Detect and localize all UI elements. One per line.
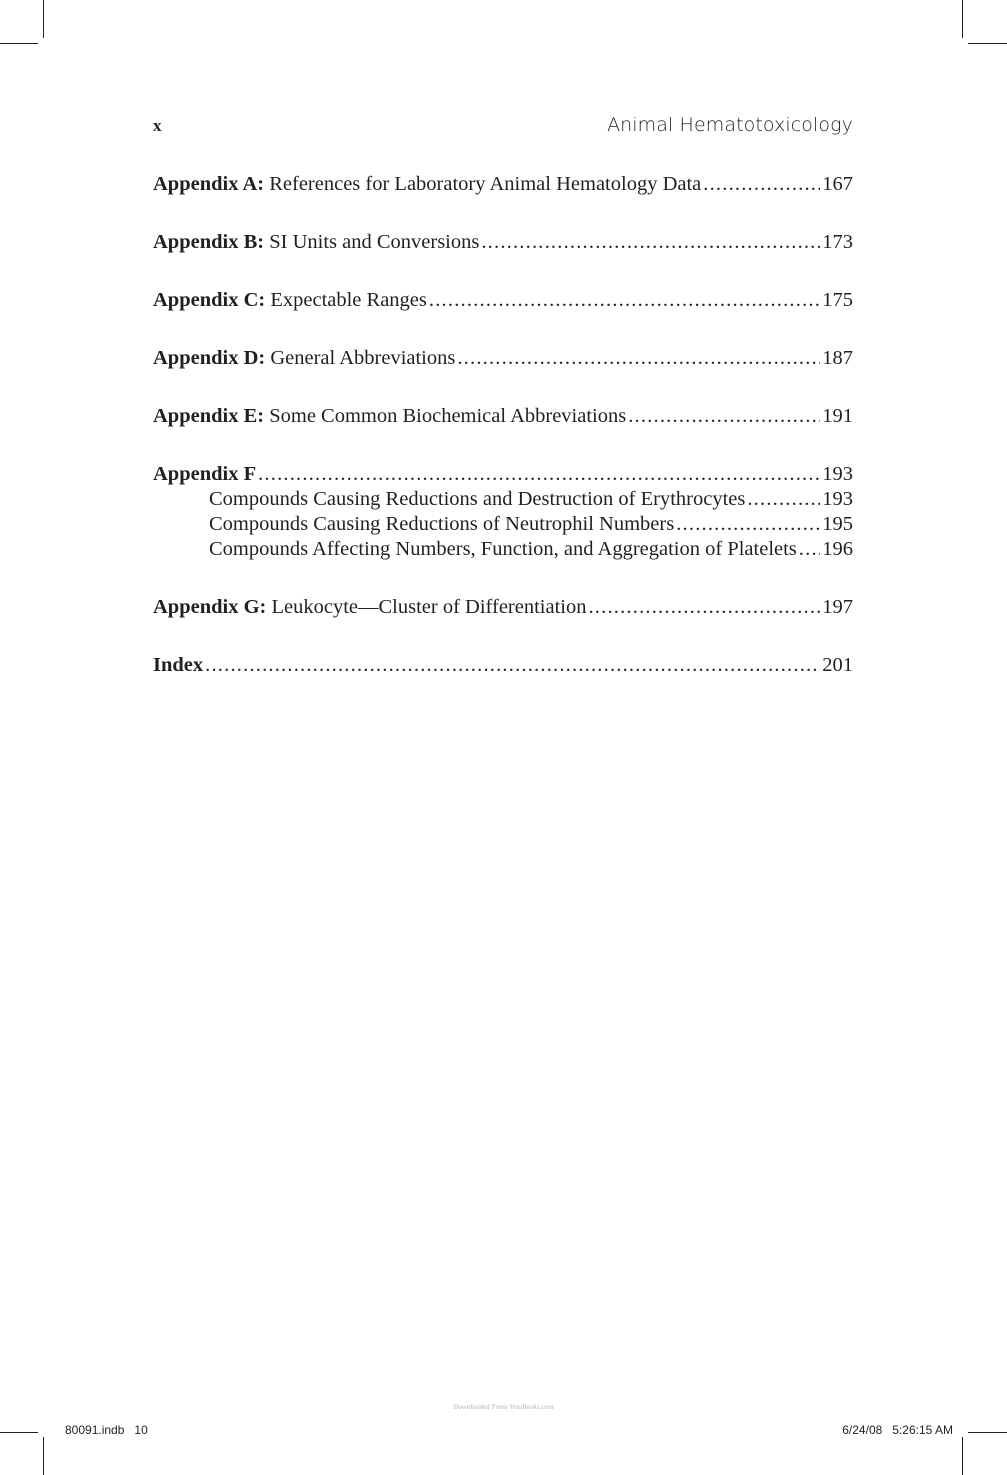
crop-mark-bottom-left-vertical	[43, 1437, 44, 1475]
toc-entry-label: Appendix C:	[153, 289, 266, 311]
dot-leader	[676, 512, 820, 537]
dot-leader	[429, 288, 820, 313]
toc-entry-label: Appendix F	[153, 463, 257, 485]
running-head	[153, 114, 853, 138]
toc-subentry-page: 195	[822, 513, 853, 535]
toc-entry-appendix-a	[153, 172, 853, 197]
toc-entry-appendix-c	[153, 288, 853, 313]
toc-entry-appendix-g	[153, 595, 853, 620]
toc-entry-page: 197	[822, 596, 853, 618]
toc-entry-label: Index	[153, 654, 204, 676]
dot-leader	[205, 653, 820, 678]
toc-entry-page: 193	[822, 463, 853, 485]
toc-entry-title: References for Laboratory Animal Hematology Data	[269, 173, 702, 195]
toc-entry-label: Appendix G:	[153, 596, 267, 618]
toc-entry-appendix-e	[153, 404, 853, 429]
crop-mark-top-left-horizontal	[0, 43, 38, 44]
toc-subentry-title: Compounds Causing Reductions of Neutrophil Numbers	[209, 513, 675, 535]
watermark: Downloaded From VetoBooks.com	[453, 1403, 554, 1411]
crop-mark-top-left-vertical	[43, 0, 44, 38]
crop-mark-bottom-right-vertical	[962, 1437, 963, 1475]
toc-entry-appendix-d	[153, 346, 853, 371]
toc-subentry-neutrophils	[153, 512, 853, 537]
dot-leader	[481, 230, 820, 255]
toc-subentry-platelets	[153, 537, 853, 562]
toc-subentry-page: 196	[822, 538, 853, 560]
book-title: Animal Hematotoxicology	[607, 114, 853, 136]
toc-subentry-page: 193	[822, 488, 853, 510]
toc-entry-title: Expectable Ranges	[270, 289, 427, 311]
toc-entry-appendix-f	[153, 462, 853, 487]
toc-entry-label: Appendix A:	[153, 173, 265, 195]
toc-subentry-title: Compounds Affecting Numbers, Function, and Aggregation of Platelets	[209, 538, 797, 560]
toc-entry-title: General Abbreviations	[270, 347, 456, 369]
crop-mark-top-right-vertical	[962, 0, 963, 38]
toc-subentry-erythrocytes	[153, 487, 853, 512]
toc-entry-page: 201	[822, 654, 853, 676]
dot-leader	[258, 462, 820, 487]
dot-leader	[703, 172, 820, 197]
toc-entry-appendix-b	[153, 230, 853, 255]
crop-mark-top-right-horizontal	[968, 43, 1007, 44]
crop-mark-bottom-left-horizontal	[0, 1432, 38, 1433]
dot-leader	[588, 595, 820, 620]
dot-leader	[457, 346, 820, 371]
file-slug: 80091.indb 10	[65, 1423, 148, 1437]
toc-entry-title: Leukocyte—Cluster of Differentiation	[271, 596, 587, 618]
dot-leader	[799, 537, 820, 562]
toc-entry-page: 173	[822, 231, 853, 253]
toc-entry-label: Appendix B:	[153, 231, 265, 253]
toc-entry-label: Appendix E:	[153, 405, 265, 427]
toc-subentry-title: Compounds Causing Reductions and Destruction of Erythrocytes	[209, 488, 746, 510]
toc-entry-page: 175	[822, 289, 853, 311]
print-timestamp: 6/24/08 5:26:15 AM	[842, 1423, 953, 1437]
page-folio: x	[153, 116, 162, 135]
dot-leader	[747, 487, 820, 512]
crop-mark-bottom-right-horizontal	[968, 1432, 1007, 1433]
toc-entry-page: 187	[822, 347, 853, 369]
toc-entry-index	[153, 653, 853, 678]
toc-entry-title: SI Units and Conversions	[269, 231, 480, 253]
table-of-contents	[153, 172, 853, 678]
dot-leader	[628, 404, 820, 429]
toc-entry-page: 191	[822, 405, 853, 427]
toc-entry-label: Appendix D:	[153, 347, 266, 369]
toc-entry-title: Some Common Biochemical Abbreviations	[269, 405, 627, 427]
toc-entry-page: 167	[822, 173, 853, 195]
